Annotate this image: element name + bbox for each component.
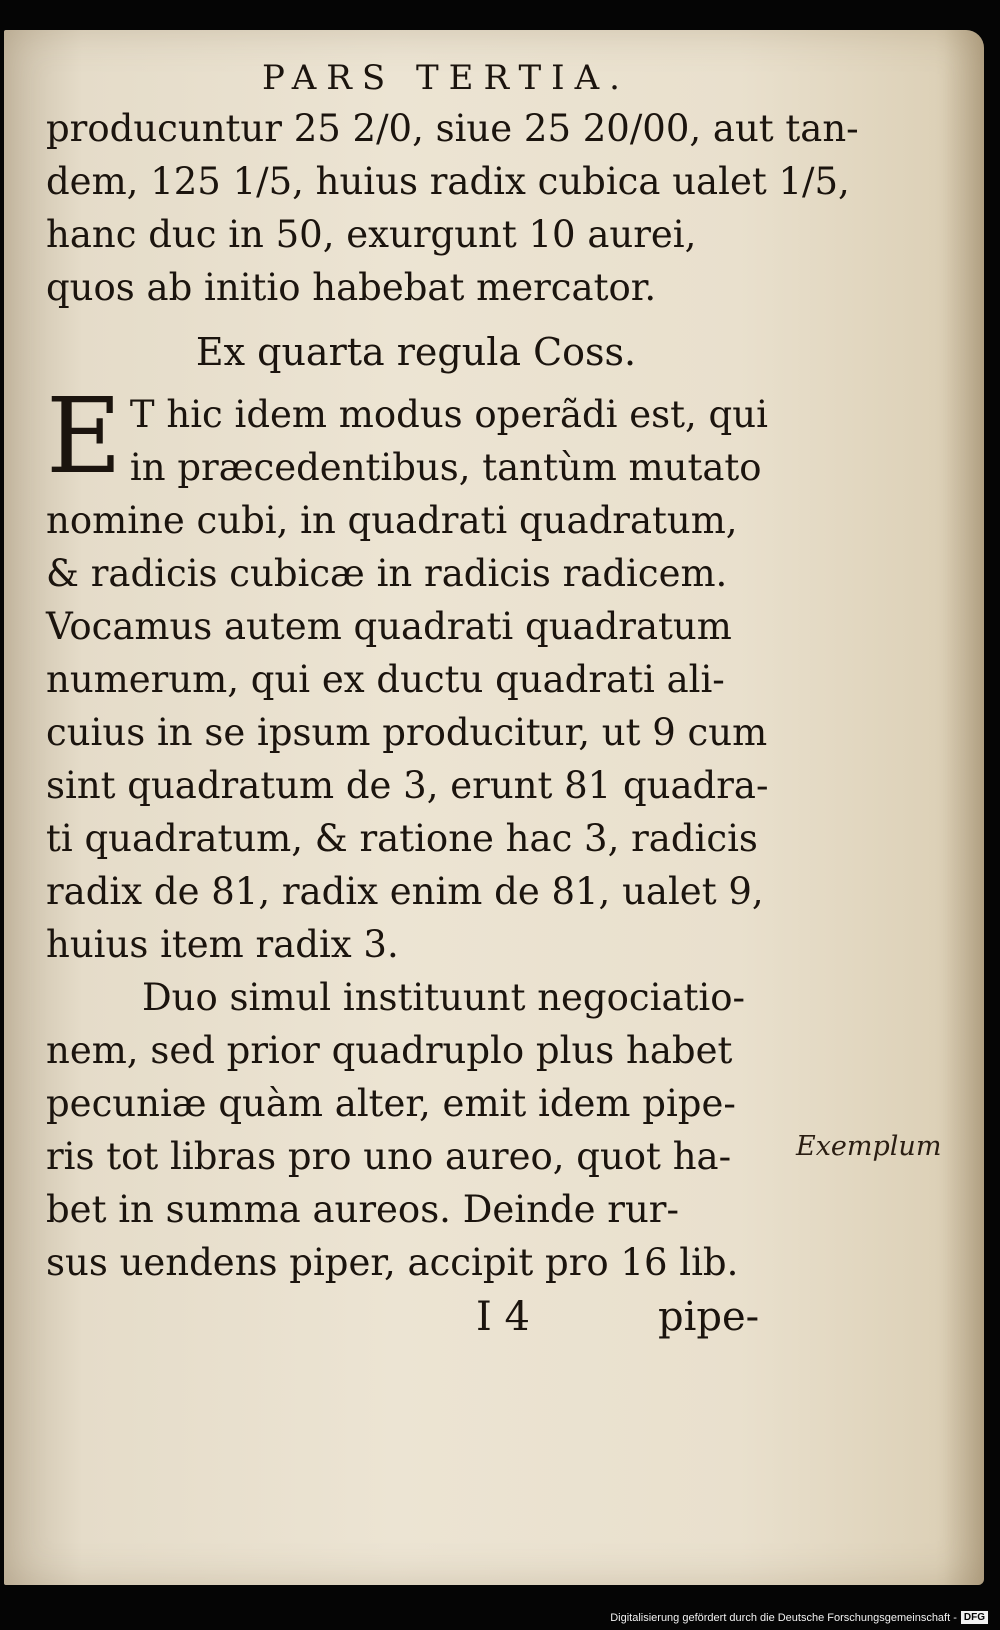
- text-line: dem, 125 1/5, huius radix cubica ualet 1/5,: [46, 160, 850, 203]
- text-line: huius item radix 3.: [46, 923, 399, 966]
- text-line: quos ab initio habebat mercator.: [46, 266, 657, 309]
- credit-text: Digitalisierung gefördert durch die Deutsche Forschungsgemeinschaft -: [610, 1611, 957, 1624]
- text-line: bet in summa aureos. Deinde rur-: [46, 1188, 679, 1231]
- book-page: [4, 30, 984, 1585]
- page-text-block: [46, 58, 859, 1345]
- paragraph-rule: [46, 375, 786, 971]
- text-line: ti quadratum, & ratione hac 3, radicis: [46, 817, 758, 860]
- paragraph-example: [46, 971, 786, 1289]
- initial-block: [46, 375, 786, 497]
- margin-note: Exemplum: [796, 1131, 942, 1162]
- text-line: in præcedentibus, tantùm mutato: [129, 446, 762, 489]
- text-line: pecuniæ quàm alter, emit idem pipe-: [46, 1082, 736, 1125]
- text-line: T hic idem modus operãdi est, qui: [129, 393, 768, 436]
- dfg-logo: DFG: [961, 1611, 988, 1624]
- text-line: nomine cubi, in quadrati quadratum,: [46, 499, 738, 542]
- text-line: cuius in se ipsum producitur, ut 9 cum: [46, 711, 768, 754]
- paragraph-continued: [46, 102, 859, 314]
- text-line: producuntur 25 2/0, siue 25 20/00, aut tan-: [46, 107, 859, 150]
- catchword: pipe-: [658, 1294, 760, 1340]
- text-line: sint quadratum de 3, erunt 81 quadra-: [46, 764, 769, 807]
- running-head: PARS TERTIA.: [262, 58, 630, 98]
- text-line: Duo simul instituunt negociatio-: [142, 976, 745, 1019]
- text-line: ris tot libras pro uno aureo, quot ha-: [46, 1135, 732, 1178]
- text-line: Vocamus autem quadrati quadratum: [46, 605, 732, 648]
- digitization-credit: [610, 1611, 988, 1624]
- text-line: numerum, qui ex ductu quadrati ali-: [46, 658, 725, 701]
- text-line: hanc duc in 50, exurgunt 10 aurei,: [46, 213, 697, 256]
- section-heading: Ex quarta regula Coss.: [195, 330, 637, 374]
- text-line: sus uendens piper, accipit pro 16 lib.: [46, 1241, 739, 1284]
- text-line: radix de 81, radix enim de 81, ualet 9,: [46, 870, 764, 913]
- text-line: & radicis cubicæ in radicis radicem.: [46, 552, 728, 595]
- drop-capital: E: [46, 375, 122, 497]
- signature-mark: I 4: [476, 1294, 530, 1340]
- text-line: nem, sed prior quadruplo plus habet: [46, 1029, 733, 1072]
- page-footer-line: [46, 1289, 786, 1345]
